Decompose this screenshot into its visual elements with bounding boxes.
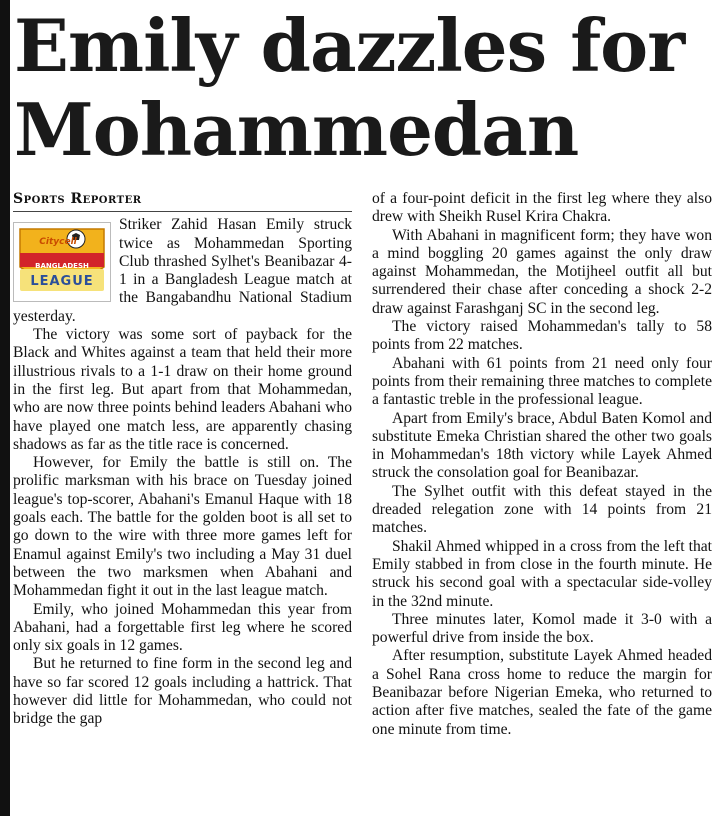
paragraph: The victory was some sort of payback for the Black and Whites against a team that held their more illustrious rivals to a 1-1 draw on their home ground in the first leg. But apart from that Mohammedan, who are now three points behind leaders Abahani who have played one match less, are apparently chasing shadows as far as the title race is concerned. [13,326,352,453]
league-logo [13,222,111,302]
paragraph: of a four-point deficit in the first leg where they also drew with Sheikh Rusel Krira Chakra. [372,190,712,226]
paragraph: Shakil Ahmed whipped in a cross from the left that Emily stabbed in from close in the fourth minute. He struck his second goal with a spectacular side-volley in the 32nd minute. [372,537,712,610]
byline: Sports Reporter [13,190,352,212]
paragraph: With Abahani in magnificent form; they have won a mind boggling 20 games against the only draw against Mohammedan, the Motijheel outfit all but surrendered their chase after conceding a shock 2-2 draw against Farashganj SC in the second leg. [372,226,712,317]
logo-country-text: BANGLADESH [35,262,89,271]
logo-league-text: LEAGUE [30,274,94,290]
paragraph: Apart from Emily's brace, Abdul Baten Komol and substitute Emeka Christian shared the other two goals in Mohammedan's 18th victory while Layek Ahmed struck the consolation goal for Beanibazar. [372,409,712,482]
paragraph: The victory raised Mohammedan's tally to 58 points from 22 matches. [372,318,712,354]
paragraph: But he returned to fine form in the second leg and have so far scored 12 goals including a hattrick. That however did little for Mohammedan, who could not bridge the gap [13,655,352,728]
paragraph: However, for Emily the battle is still on. The prolific marksman with his brace on Tuesday joined league's top-scorer, Abahani's Emanul Haque with 18 goals each. The battle for the golden boot is all set to go down to the wire with three more games left for Enamul against Emily's two including a May 31 duel between the two marksmen when Abahani and Mohammedan fight it out in the last league match. [13,454,352,600]
paragraph: Abahani with 61 points from 21 need only four points from their remaining three matches to complete a fantastic treble in the professional league. [372,354,712,409]
paragraph: After resumption, substitute Layek Ahmed headed a Sohel Rana cross home to reduce the margin for Beanibazar before Nigerian Emeka, who returned to action after five matches, sealed the fate of the game one minute from time. [372,647,712,738]
logo-brand-text: Citycell [39,237,77,248]
headline: Emily dazzles for Mohammedan [14,3,685,172]
paragraph: Striker Zahid Hasan Emily struck twice as Mohammedan Sporting Club thrashed Sylhet's Beanibazar 4-1 in a Bangladesh League match at the Bangabandhu National Stadium yesterday. [13,216,352,325]
paragraph: Three minutes later, Komol made it 3-0 with a powerful drive from inside the box. [372,610,712,647]
paragraph: Emily, who joined Mohammedan this year from Abahani, had a forgettable first leg where he scored only six goals in 12 games. [13,600,352,655]
article-column-left [13,190,352,729]
left-margin-rule [0,0,10,816]
article-column-right [372,190,712,739]
paragraph: The Sylhet outfit with this defeat stayed in the dreaded relegation zone with 14 points from 21 matches. [372,482,712,537]
